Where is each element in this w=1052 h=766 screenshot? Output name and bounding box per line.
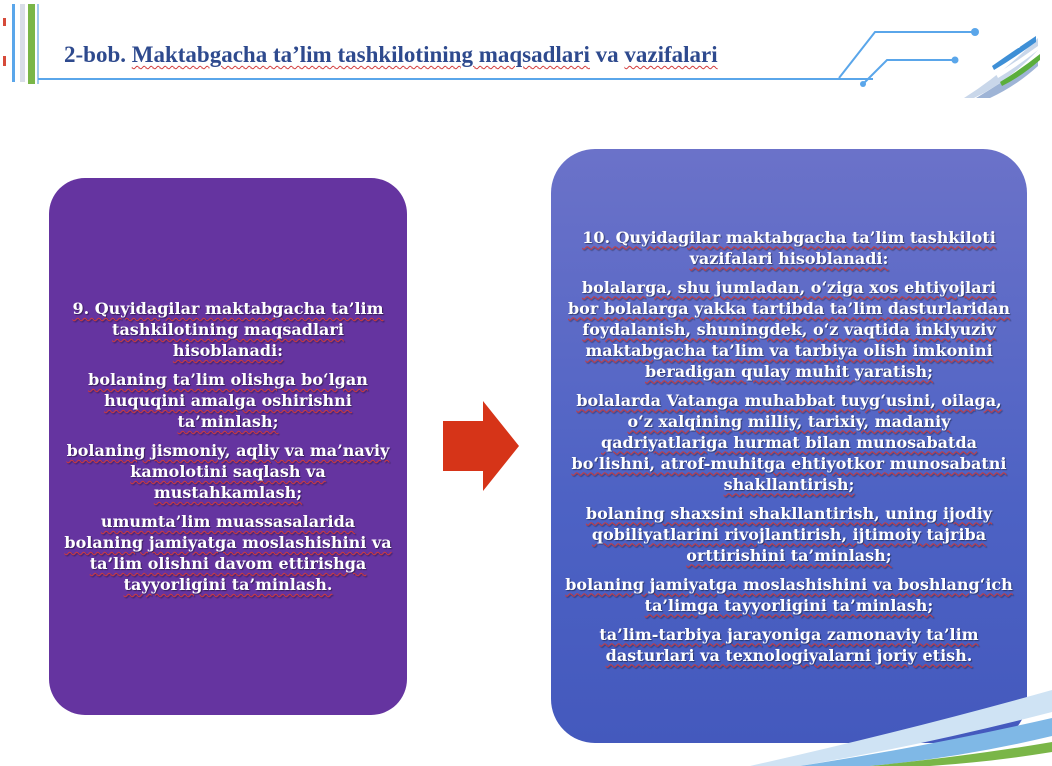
flag-swoosh-decoration	[962, 30, 1042, 100]
tasks-item: bolalarda Vatanga muhabbat tuyg‘usini, oilaga, o‘z xalqining milliy, tarixiy, madaniy qadriyatlariga hurmat bilan munosabatda bo‘lishni, atrof-muhitga ehtiyotkor munosabatni shakllantirish;	[571, 390, 1007, 494]
goals-heading: 9. Quyidagilar maktabgacha ta’lim tashkilotining maqsadlari hisoblanadi:	[72, 299, 384, 360]
arrow-right-icon	[443, 401, 519, 491]
slide-title-end: vazifalari	[624, 42, 718, 67]
tasks-item: bolalarga, shu jumladan, o‘ziga xos ehtiyojlari bor bolalarga yakka tartibda ta’lim dasturlaridan foydalanish, shuningdek, o‘z vaqtida inklyuziv maktabgacha ta’lim va tarbiya olish imkonini beradigan qulay muhit yaratish;	[567, 277, 1011, 381]
tasks-heading: 10. Quyidagilar maktabgacha ta’lim tashkiloti vazifalari hisoblanadi:	[582, 227, 996, 268]
tasks-item: bolaning shaxsini shakllantirish, uning ijodiy qobiliyatlarini rivojlantirish, ijtimoiy tajriba orttirishini ta’minlash;	[585, 503, 993, 565]
goals-panel	[49, 178, 407, 715]
goals-item: bolaning ta’lim olishga bo‘lgan huquqini amalga oshirishni ta’minlash;	[88, 370, 368, 431]
tasks-panel	[551, 149, 1027, 743]
tasks-item: ta’lim-tarbiya jarayoniga zamonaviy ta’lim dasturlari va texnologiyalarni joriy etish.	[599, 624, 979, 665]
slide-title	[64, 42, 718, 68]
slide-title-conj: va	[589, 42, 625, 67]
goals-item: umumta’lim muassasalarida bolaning jamiyatga moslashishini va ta’lim olishni davom ettirishga tayyorligini ta’minlash.	[64, 512, 392, 594]
goals-item: bolaning jismoniy, aqliy va ma’naviy kamolotini saqlash va mustahkamlash;	[66, 441, 390, 502]
slide-title-prefix: 2-bob.	[64, 42, 132, 67]
tasks-item: bolaning jamiyatga moslashishini va boshlang‘ich ta’limga tayyorligini ta’minlash;	[565, 574, 1013, 615]
header-underline	[38, 76, 878, 82]
bottom-swoosh-decoration	[730, 690, 1052, 766]
slide-title-main: Maktabgacha ta’lim tashkilotining maqsadlari	[131, 42, 590, 67]
